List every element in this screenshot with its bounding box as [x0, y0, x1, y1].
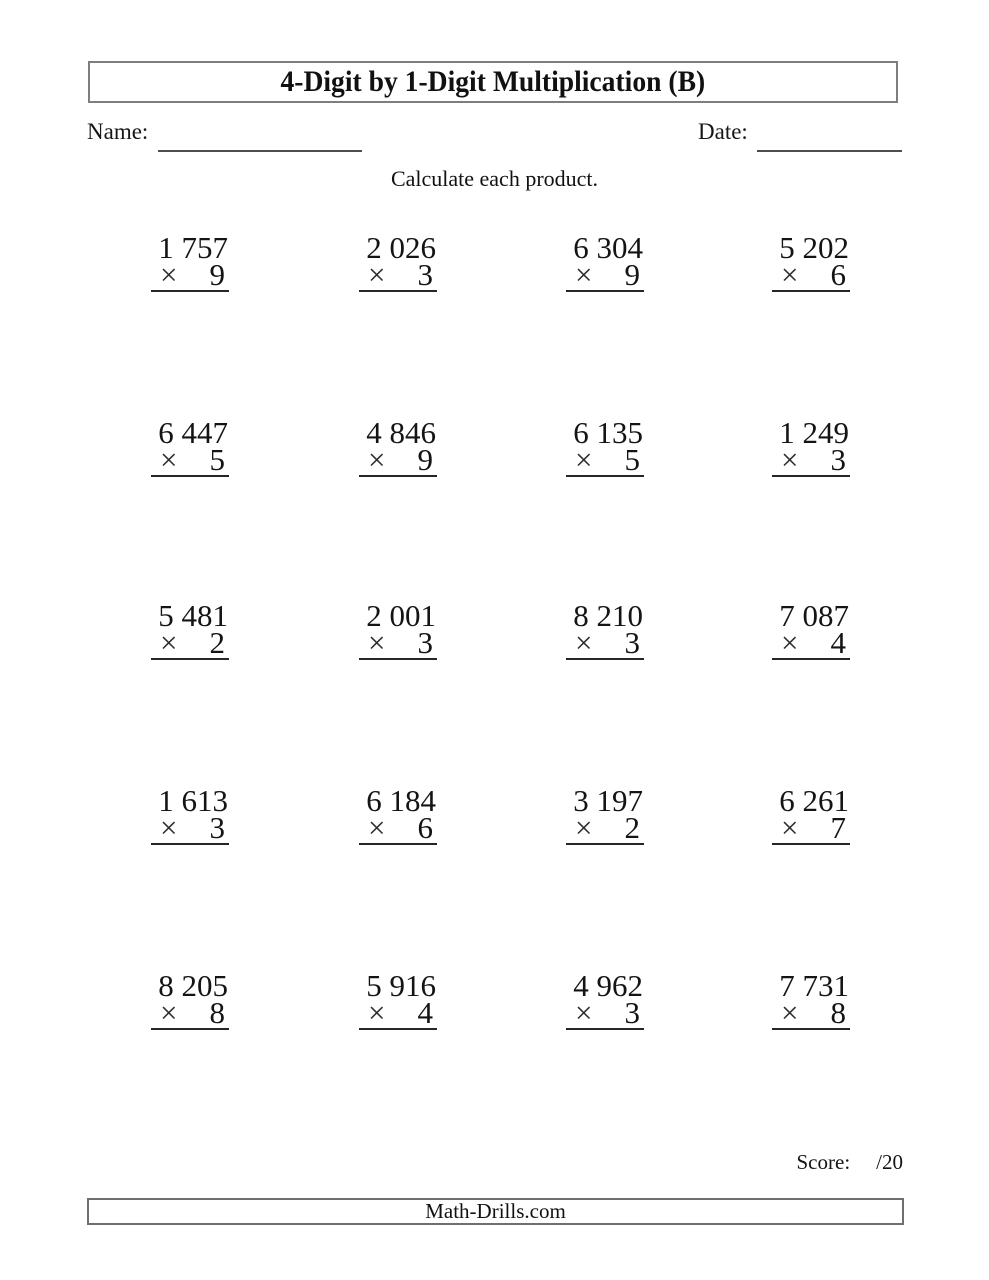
times-icon: ×	[781, 995, 799, 1030]
problem-cell	[151, 968, 229, 1030]
times-icon: ×	[368, 625, 386, 660]
problem-cell	[359, 783, 437, 845]
name-write-line	[158, 124, 362, 152]
times-icon: ×	[160, 625, 178, 660]
times-icon: ×	[160, 257, 178, 292]
multiplier: 9	[417, 442, 433, 477]
times-icon: ×	[368, 995, 386, 1030]
times-icon: ×	[368, 257, 386, 292]
problem-cell	[566, 598, 644, 660]
times-icon: ×	[575, 625, 593, 660]
multiplicand: 1 757	[158, 230, 228, 265]
problem-cell	[359, 968, 437, 1030]
problem-cell	[772, 230, 850, 292]
multiplier: 2	[209, 625, 225, 660]
problem-cell	[566, 968, 644, 1030]
multiplicand: 3 197	[573, 783, 643, 818]
multiplicand: 6 135	[573, 415, 643, 450]
multiplicand: 7 731	[779, 968, 849, 1003]
problem-cell	[151, 783, 229, 845]
multiplier: 8	[209, 995, 225, 1030]
problem-cell	[772, 783, 850, 845]
multiplicand: 4 962	[573, 968, 643, 1003]
times-icon: ×	[781, 810, 799, 845]
times-icon: ×	[575, 995, 593, 1030]
problem-cell	[566, 230, 644, 292]
score-value: /20	[876, 1150, 903, 1174]
problem-cell	[566, 783, 644, 845]
times-icon: ×	[781, 257, 799, 292]
times-icon: ×	[575, 810, 593, 845]
multiplier: 8	[830, 995, 846, 1030]
multiplicand: 6 261	[779, 783, 849, 818]
multiplicand: 4 846	[366, 415, 436, 450]
times-icon: ×	[575, 257, 593, 292]
multiplicand: 6 184	[366, 783, 436, 818]
times-icon: ×	[368, 442, 386, 477]
multiplicand: 1 613	[158, 783, 228, 818]
times-icon: ×	[160, 810, 178, 845]
footer-box	[87, 1198, 904, 1225]
page-title: 4-Digit by 1-Digit Multiplication (B)	[280, 65, 706, 98]
multiplicand: 7 087	[779, 598, 849, 633]
multiplicand: 5 481	[158, 598, 228, 633]
multiplier: 6	[830, 257, 846, 292]
problem-cell	[151, 230, 229, 292]
instruction-text: Calculate each product.	[390, 166, 599, 191]
multiplicand: 1 249	[779, 415, 849, 450]
footer-brand: Math-Drills.com	[425, 1199, 566, 1223]
multiplier: 3	[417, 625, 433, 660]
multiplier: 3	[830, 442, 846, 477]
problem-cell	[566, 415, 644, 477]
multiplier: 4	[417, 995, 433, 1030]
multiplicand: 6 304	[573, 230, 643, 265]
score-row	[797, 1150, 904, 1175]
multiplier: 5	[624, 442, 640, 477]
problem-cell	[359, 598, 437, 660]
times-icon: ×	[781, 442, 799, 477]
times-icon: ×	[368, 810, 386, 845]
problem-cell	[772, 415, 850, 477]
problem-cell	[359, 415, 437, 477]
times-icon: ×	[160, 995, 178, 1030]
multiplicand: 6 447	[158, 415, 228, 450]
problem-cell	[151, 598, 229, 660]
date-write-line	[757, 124, 902, 152]
title-box	[88, 61, 898, 103]
multiplier: 3	[624, 995, 640, 1030]
date-label: Date:	[698, 119, 748, 144]
multiplier: 3	[417, 257, 433, 292]
multiplicand: 8 205	[158, 968, 228, 1003]
multiplicand: 5 202	[779, 230, 849, 265]
multiplicand: 2 001	[366, 598, 436, 633]
multiplicand: 8 210	[573, 598, 643, 633]
multiplicand: 5 916	[366, 968, 436, 1003]
name-label: Name:	[87, 119, 149, 144]
multiplier: 5	[209, 442, 225, 477]
multiplier: 3	[624, 625, 640, 660]
multiplier: 3	[209, 810, 225, 845]
problem-cell	[772, 968, 850, 1030]
times-icon: ×	[781, 625, 799, 660]
problem-cell	[359, 230, 437, 292]
problem-cell	[151, 415, 229, 477]
score-label: Score:	[796, 1150, 851, 1174]
multiplier: 9	[624, 257, 640, 292]
problem-cell	[772, 598, 850, 660]
multiplier: 6	[417, 810, 433, 845]
multiplier: 4	[830, 625, 846, 660]
times-icon: ×	[575, 442, 593, 477]
multiplier: 2	[624, 810, 640, 845]
multiplier: 7	[830, 810, 846, 845]
times-icon: ×	[160, 442, 178, 477]
multiplicand: 2 026	[366, 230, 436, 265]
multiplier: 9	[209, 257, 225, 292]
